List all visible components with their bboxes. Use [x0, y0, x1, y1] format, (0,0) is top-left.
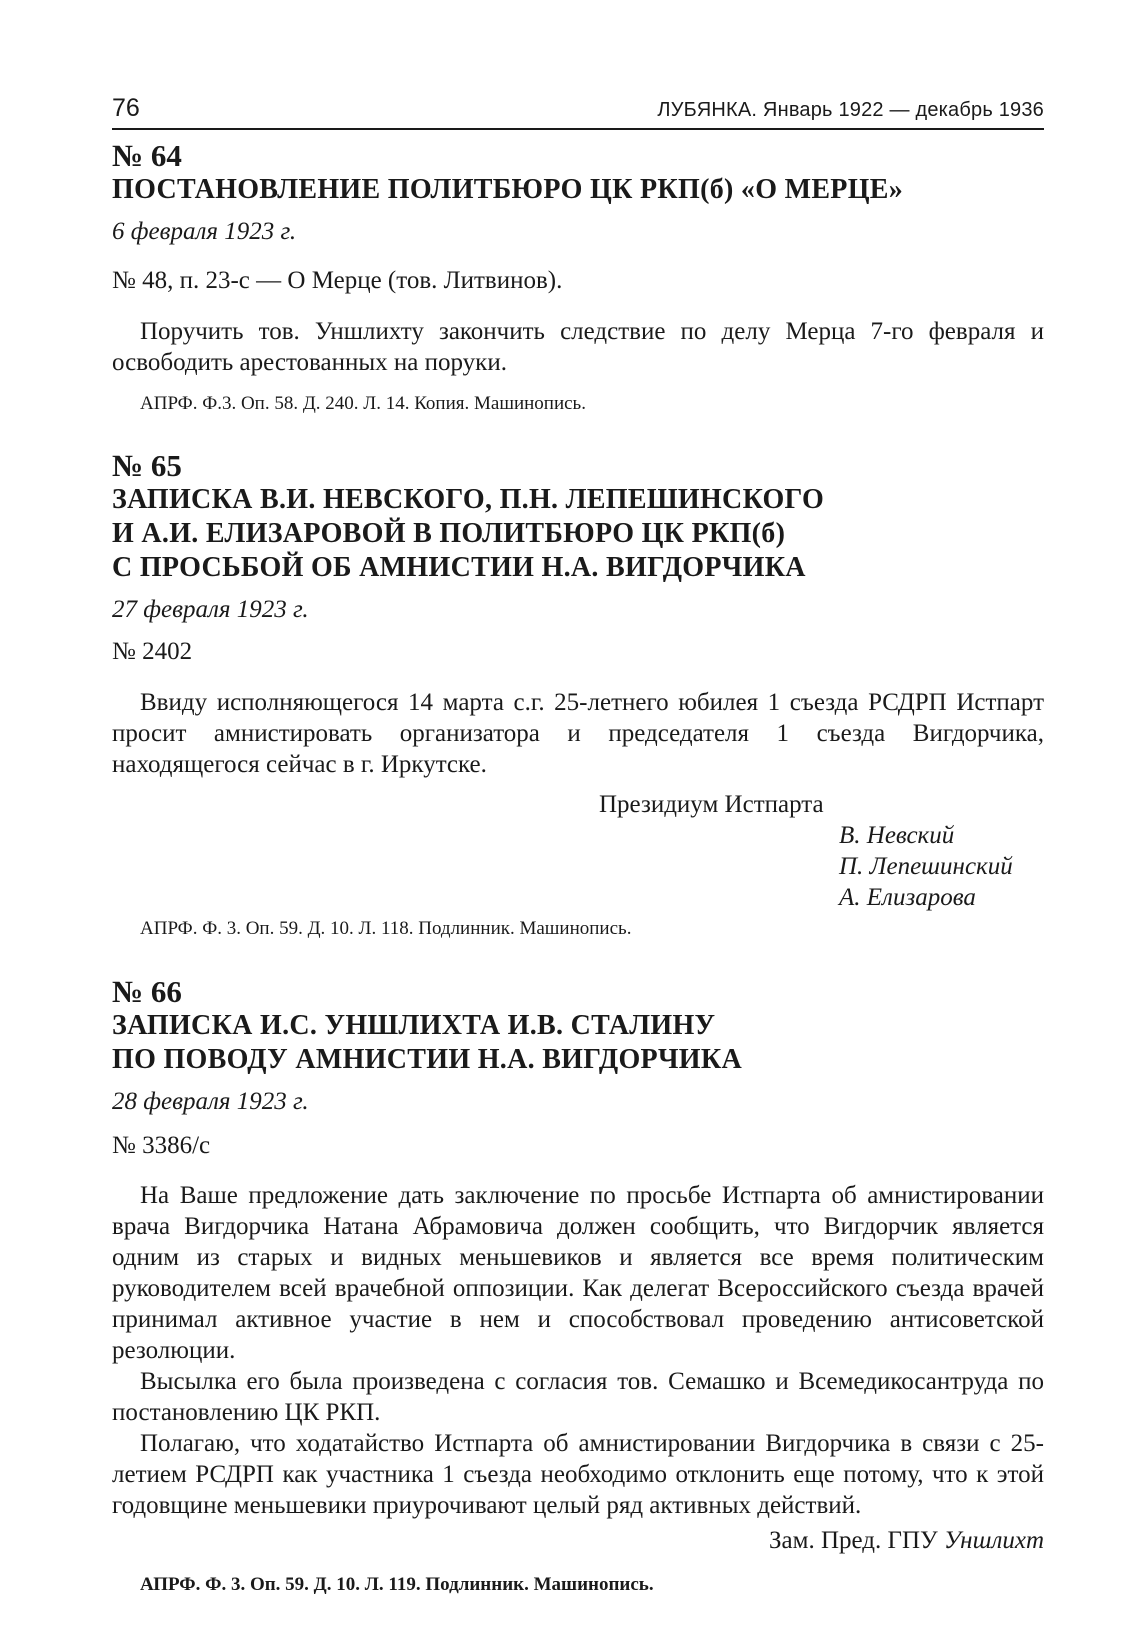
paragraph: Поручить тов. Уншлихту закончить следствие по делу Мерца 7-го февраля и освободить арестованных на поруки. [112, 318, 1044, 376]
signature-block [112, 789, 1044, 913]
signature-line [112, 1525, 1044, 1556]
archive-source: АПРФ. Ф. 3. Оп. 59. Д. 10. Л. 119. Подлинник. Машинопись. [140, 1574, 654, 1595]
document-title-line: ЗАПИСКА В.И. НЕВСКОГО, П.Н. ЛЕПЕШИНСКОГО [112, 484, 825, 515]
document-body [112, 1180, 1044, 1521]
signatory: П. Лепешинский [839, 853, 1013, 880]
signatory: А. Елизарова [839, 884, 976, 911]
paragraph: На Ваше предложение дать заключение по просьбе Истпарта об амнистировании врача Вигдорчика Натана Абрамовича должен сообщить, что Вигдорчик является одним из старых и видных меньшевиков и является все время политическим руководителем всей врачебной оппозиции. Как делегат Всероссийского съезда врачей принимал активное участие в нем и способствовал проведению антисоветской резолюции. [112, 1182, 1044, 1364]
running-title: ЛУБЯНКА. Январь 1922 — декабрь 1936 [657, 99, 1044, 121]
document-number: № 64 [112, 138, 182, 173]
document-65 [112, 449, 1044, 941]
document-date: 27 февраля 1923 г. [112, 596, 309, 623]
document-title-line: И А.И. ЕЛИЗАРОВОЙ В ПОЛИТБЮРО ЦК РКП(б) [112, 518, 786, 549]
document-title-line: ЗАПИСКА И.С. УНШЛИХТА И.В. СТАЛИНУ [112, 1010, 716, 1041]
document-body [112, 316, 1044, 378]
running-header [112, 88, 1044, 130]
document-number: № 66 [112, 974, 182, 1009]
document-title: ПОСТАНОВЛЕНИЕ ПОЛИТБЮРО ЦК РКП(б) «О МЕРЦЕ» [112, 174, 904, 205]
paragraph: Ввиду исполняющегося 14 марта с.г. 25-летнего юбилея 1 съезда РСДРП Истпарт просит амнистировать организатора и председателя 1 съезда Вигдорчика, находящегося сейчас в г. Иркутске. [112, 689, 1044, 778]
document-date: 28 февраля 1923 г. [112, 1088, 309, 1115]
document-64 [112, 139, 1044, 416]
signatory: В. Невский [839, 822, 955, 849]
document-title-line: С ПРОСЬБОЙ ОБ АМНИСТИИ Н.А. ВИГДОРЧИКА [112, 552, 806, 583]
paragraph: Полагаю, что ходатайство Истпарта об амнистировании Вигдорчика в связи с 25-летием РСДРП как участника 1 съезда необходимо отклонить еще потому, что к этой годовщине меньшевики приурочивают целый ряд активных действий. [112, 1430, 1044, 1519]
document-body [112, 687, 1044, 780]
signatory: Уншлихт [943, 1527, 1044, 1554]
archive-source: АПРФ. Ф.3. Оп. 58. Д. 240. Л. 14. Копия. Машинопись. [140, 393, 586, 414]
document-66 [112, 975, 1044, 1597]
document-date: 6 февраля 1923 г. [112, 218, 297, 245]
registration-line: № 48, п. 23-с — О Мерце (тов. Литвинов). [112, 267, 563, 294]
registration-line: № 3386/с [112, 1132, 211, 1159]
signatory-position: Зам. Пред. ГПУ [769, 1527, 938, 1554]
document-number: № 65 [112, 448, 182, 483]
registration-line: № 2402 [112, 638, 193, 665]
signature-organization: Президиум Истпарта [599, 791, 824, 818]
paragraph: Высылка его была произведена с согласия тов. Семашко и Всемедикосантруда по постановлению ЦК РКП. [112, 1368, 1044, 1426]
document-title-line: ПО ПОВОДУ АМНИСТИИ Н.А. ВИГДОРЧИКА [112, 1044, 743, 1075]
page-number: 76 [112, 94, 140, 122]
document-page [112, 88, 1044, 1597]
archive-source: АПРФ. Ф. 3. Оп. 59. Д. 10. Л. 118. Подлинник. Машинопись. [140, 918, 632, 939]
